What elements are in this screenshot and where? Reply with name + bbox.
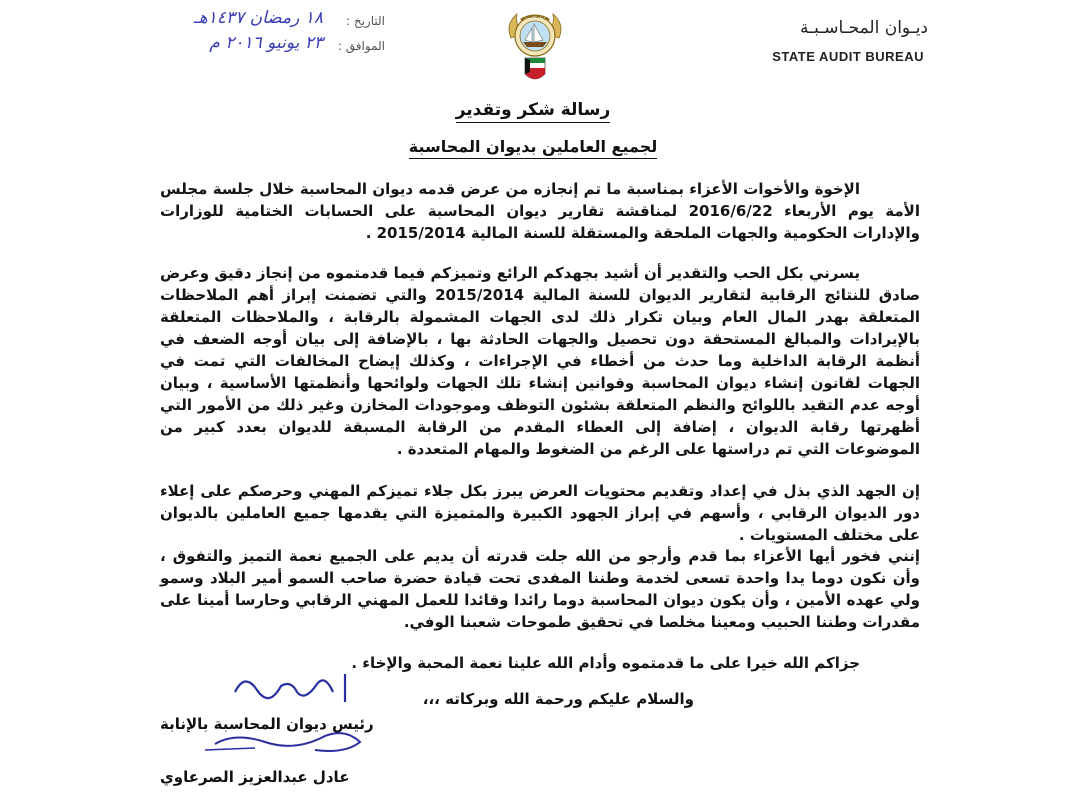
- closing-greeting: والسلام عليكم ورحمة الله وبركاته ،،،: [422, 690, 694, 708]
- letter-subtitle: [0, 137, 1066, 156]
- hijri-date: ١٨ رمضان ١٤٣٧هـ: [193, 8, 323, 28]
- letter-title: [0, 100, 1066, 120]
- signatory-name: عادل عبدالعزيز الصرعاوي: [160, 768, 350, 786]
- date-label: التاريخ :: [345, 14, 385, 28]
- gregorian-date-row: [140, 33, 385, 58]
- paragraph-1: الإخوة والأخوات الأعزاء بمناسبة ما تم إنجازه من عرض قدمه ديوان المحاسبة خلال جلسة مجلس الأمة يوم الأربعاء 2016/6/22 لمناقشة تقارير ديوان المحاسبة على الحسابات الختامية للوزارات والإدارات الحكومية والجهات الملحقة والمستقلة للسنة المالية 2015/2014 .: [160, 180, 920, 242]
- date-block: [140, 8, 385, 58]
- signatory-title: رئيس ديوان المحاسبة بالإنابة: [160, 715, 374, 733]
- gregorian-label: الموافق :: [337, 39, 385, 53]
- letter-title-text: رسالة شكر وتقدير: [456, 100, 611, 123]
- kuwait-emblem-icon: [503, 4, 567, 92]
- org-name-english: STATE AUDIT BUREAU: [772, 49, 924, 64]
- org-name-arabic: ديـوان المحـاسـبـة: [800, 18, 928, 38]
- paragraph-3: إن الجهد الذي بذل في إعداد وتقديم محتويات العرض يبرز بكل جلاء تميزكم المهني وحرصكم على إعلاء دور الديوان الرقابي ، وأسهم في إبراز الجهود الكبيرة والمتميزة التي يقدمها جميع العاملين بالديوان على مختلف المستويات .: [160, 482, 920, 544]
- paragraph-5: جزاكم الله خيرا على ما قدمتموه وأدام الله علينا نعمة المحبة والإخاء .: [351, 654, 860, 672]
- letter-subtitle-text: لجميع العاملين بديوان المحاسبة: [409, 137, 658, 159]
- hijri-date-row: [140, 8, 385, 33]
- gregorian-date: ٢٣ يونيو ٢٠١٦ م: [209, 33, 323, 53]
- paragraph-4: إنني فخور أيها الأعزاء بما قدم وأرجو من الله جلت قدرته أن يديم على الجميع نعمة التميز والتفوق ، وأن نكون دوما يدا واحدة تسعى لخدمة وطننا المفدى تحت قيادة حضرة صاحب السمو أمير البلاد وسمو ولي عهده الأمين ، وأن يكون ديوان المحاسبة دوما رائدا وقائدا للعمل المهني الرقابي وحارسا أمينا على مقدرات وطننا الحبيب ومعينا مخلصا في تحقيق طموحات شعبنا الوفي.: [160, 547, 920, 631]
- paragraph-2: يسرني بكل الحب والتقدير أن أشيد بجهدكم الرائع وتميزكم فيما قدمتموه من إنجاز دقيق وعرض صادق للنتائج الرقابية لتقارير الديوان للسنة المالية 2015/2014 والتي تضمنت إبراز أهم الملاحظات المتعلقة بهدر المال العام وبيان تكرار ذلك لدى الجهات المشمولة بالرقابة ، والملاحظات المتعلقة بالإيرادات والمبالغ المستحقة دون تحصيل والجهات الحادثة بها ، بالإضافة إلى بيان أوجه الضعف في أنظمة الرقابة الداخلية وما حدث من أخطاء في الإجراءات ، وكذلك إيضاح المخالفات التي تمت في الجهات لقانون إنشاء ديوان المحاسبة وقوانين إنشاء تلك الجهات ولوائحها وأنظمتها الأساسية ، وبيان أوجه عدم التقيد باللوائح والنظم المتعلقة بشئون التوظف وموجودات المخازن وغير ذلك من الأمور التي أظهرتها رقابة الديوان ، إضافة إلى العطاء المقدم من الرقابة المسبقة للديوان بعدد كبير من الموضوعات التي تم دراستها على الرغم من الضغوط والمهام المتعددة .: [160, 264, 920, 458]
- emblem-label: دولة الكويت: [525, 15, 545, 20]
